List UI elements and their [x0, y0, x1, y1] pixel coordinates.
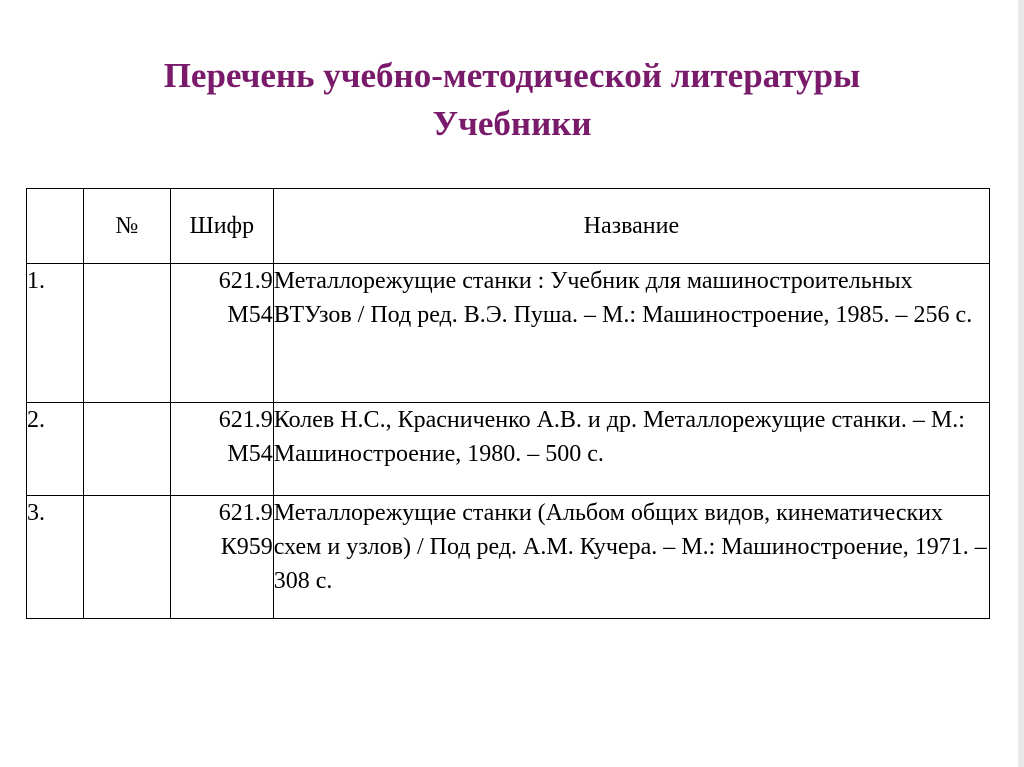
code-class: 621.9 — [218, 407, 273, 433]
code-author-mark: К959 — [220, 534, 273, 560]
title-line-sub: Учебники — [432, 104, 592, 143]
row-index: 2. — [27, 403, 84, 496]
row-code — [170, 496, 273, 619]
header-code: Шифр — [170, 189, 273, 264]
table-header-row — [27, 189, 990, 264]
code-class: 621.9 — [218, 500, 273, 526]
header-number: № — [83, 189, 170, 264]
row-number — [83, 403, 170, 496]
row-number — [83, 264, 170, 403]
row-code — [170, 403, 273, 496]
page-title — [0, 52, 1024, 148]
row-number — [83, 496, 170, 619]
table-row — [27, 403, 990, 496]
literature-table — [26, 188, 990, 619]
table-row — [27, 496, 990, 619]
code-class: 621.9 — [218, 268, 273, 294]
code-author-mark: М54 — [227, 441, 273, 467]
row-code — [170, 264, 273, 403]
row-index: 3. — [27, 496, 84, 619]
title-line-main: Перечень учебно-методической литературы — [163, 56, 861, 95]
table-row — [27, 264, 990, 403]
header-index — [27, 189, 84, 264]
row-title: Колев Н.С., Красниченко А.В. и др. Металлорежущие станки. – М.: Машиностроение, 1980. – 500 с. — [273, 403, 989, 496]
code-author-mark: М54 — [227, 302, 273, 328]
row-title: Металлорежущие станки (Альбом общих видов, кинематических схем и узлов) / Под ред. А.М. Кучера. – М.: Машиностроение, 1971. – 308 с. — [273, 496, 989, 619]
row-title: Металлорежущие станки : Учебник для машиностроительных ВТУзов / Под ред. В.Э. Пуша. – М.: Машиностроение, 1985. – 256 с. — [273, 264, 989, 403]
row-index: 1. — [27, 264, 84, 403]
header-title: Название — [273, 189, 989, 264]
